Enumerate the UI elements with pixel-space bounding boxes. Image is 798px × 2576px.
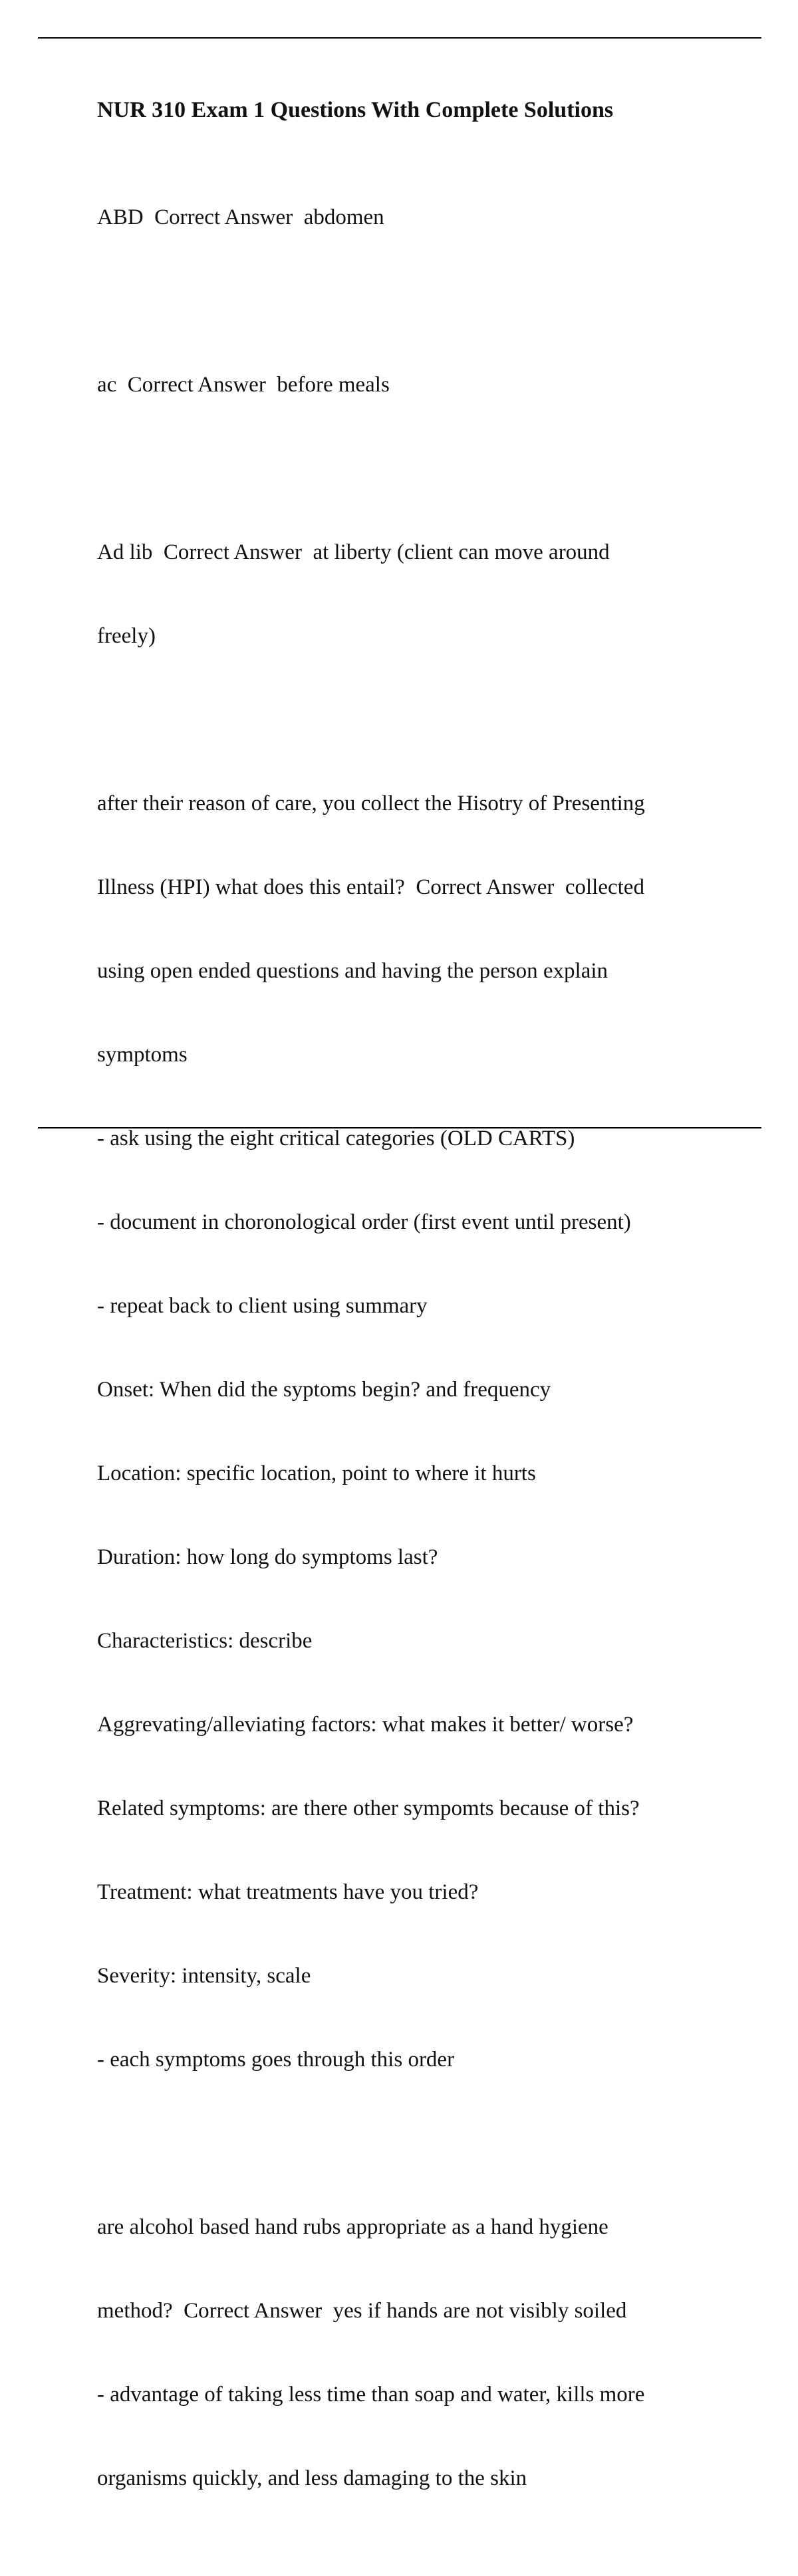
qa-line: Related symptoms: are there other sympomts because of this? [97,1796,640,1820]
qa-line: Duration: how long do symptoms last? [97,1545,438,1569]
qa-entry-hand-rubs [97,2157,722,2548]
qa-line: Onset: When did the syptoms begin? and frequency [97,1378,551,1402]
page-title: NUR 310 Exam 1 Questions With Complete Solutions [97,98,614,122]
qa-line: Ad lib Correct Answer at liberty (client can move around [97,540,610,564]
qa-line: Location: specific location, point to where it hurts [97,1461,536,1485]
qa-entry-abd [97,148,722,287]
qa-line: are alcohol based hand rubs appropriate as a hand hygiene [97,2215,608,2239]
qa-line: Treatment: what treatments have you tried? [97,1880,479,1904]
qa-line: - advantage of taking less time than soap and water, kills more [97,2383,645,2407]
qa-line: - document in choronological order (first event until present) [97,1210,631,1234]
qa-line: ac Correct Answer before meals [97,373,390,397]
qa-line: method? Correct Answer yes if hands are not visibly soiled [97,2299,627,2323]
qa-line: Characteristics: describe [97,1629,313,1653]
document-body [97,96,722,2576]
qa-entry-hpi [97,734,722,2129]
qa-entry-ad-lib [97,483,722,706]
qa-line: - ask using the eight critical categories (OLD CARTS) [97,1127,575,1150]
qa-line: Aggrevating/alleviating factors: what makes it better/ worse? [97,1713,634,1737]
qa-entry-ac [97,315,722,455]
qa-line: Severity: intensity, scale [97,1964,311,1988]
qa-line: ABD Correct Answer abdomen [97,205,384,229]
qa-line: symptoms [97,1043,188,1067]
qa-line: - each symptoms goes through this order [97,2048,455,2072]
qa-line: Illness (HPI) what does this entail? Correct Answer collected [97,875,644,899]
qa-line: organisms quickly, and less damaging to the skin [97,2466,527,2490]
qa-line: freely) [97,624,156,648]
qa-line: using open ended questions and having the person explain [97,959,608,983]
qa-line: after their reason of care, you collect the Hisotry of Presenting [97,792,645,815]
qa-line: - repeat back to client using summary [97,1294,428,1318]
top-divider [38,37,761,39]
bottom-divider [38,1127,761,1128]
